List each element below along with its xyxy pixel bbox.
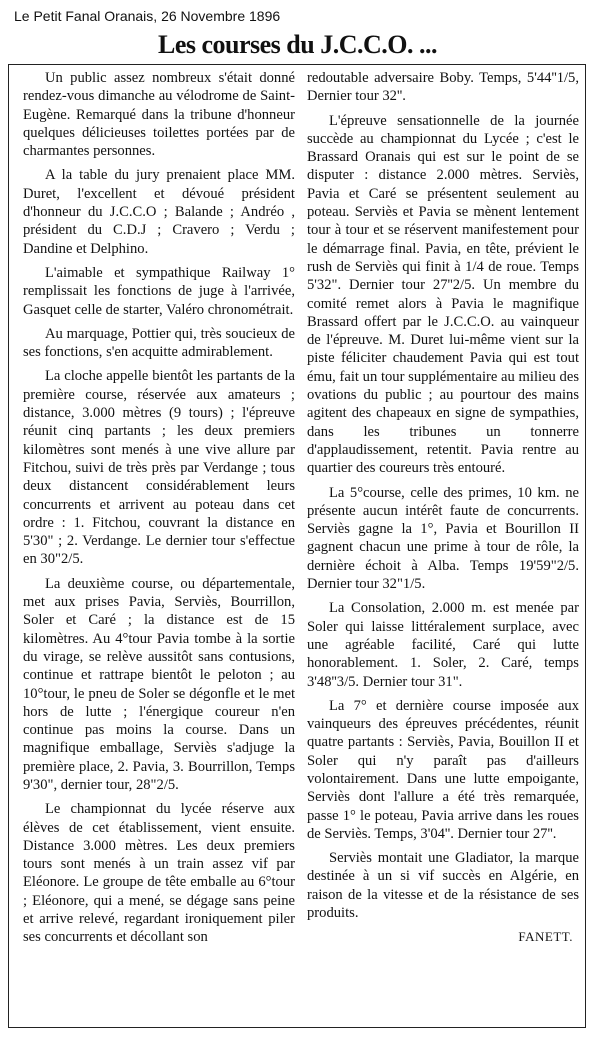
right-column bbox=[307, 69, 579, 947]
paragraph: L'épreuve sensationnelle de la journée succède au championnat du Lycée ; c'est le Brassard Oranais qui est sur le point de se disputer : distance 2.000 mètres. Serviès, Pavia et Caré se présentent seulement au poteau. Serviès et Pavia se mènent lentement tour à tour et se réservent manifestement pour le démarrage final. Pavia, en tête, prévient le rush de Serviès qui finit à 1/4 de roue. Temps 5'32". Dernier tour 27''2/5. Un membre du comité remet alors à Pavia le magnifique Brassard offert par le J.C.C.O. au vainqueur de l'épreuve. M. Duret lui-même vient sur la piste féliciter chaudement Pavia qui est tout ému, fait un tour supplémentaire au milieu des ovations du public ; au pourtour des mains agitent des chapeaux en signe de sympathies, dans les tribunes un tonnerre d'applaudissement, retentit. Pavia rentre au quartier des coureurs très entouré. bbox=[307, 112, 579, 477]
paragraph: Le championnat du lycée réserve aux élèves de cet établissement, vient ensuite. Distance 3.000 mètres. Les deux premiers tours sont menés à un train assez vif par Eléonore. Le groupe de tête emballe au 6°tour ; Eléonore, qui a mené, se dégage sans peine et arrive relevé, regardant ironiquement piler ses concurrents et décollant son bbox=[23, 801, 295, 946]
left-column bbox=[23, 69, 295, 953]
paragraph: La 5°course, celle des primes, 10 km. ne présente aucun intérêt faute de concurrents. Serviès gagne la 1°, Pavia et Bourillon II gagnent chacun une prime à tour de rôle, la dernière échoit à Alba. Temps 19'59"2/5. Dernier tour 32"1/5. bbox=[307, 484, 579, 593]
paragraph-continuation: redoutable adversaire Boby. Temps, 5'44''1/5, Dernier tour 32''. bbox=[307, 70, 579, 105]
publication-source-line: Le Petit Fanal Oranais, 26 Novembre 1896 bbox=[14, 8, 281, 24]
paragraph: A la table du jury prenaient place MM. Duret, l'excellent et dévoué président d'honneur du J.C.C.O ; Balande ; Andréo , président du C.D.J ; Cravero ; Verdu ; Dandine et Delphino. bbox=[23, 167, 295, 257]
article-box bbox=[8, 64, 586, 1028]
paragraph: L'aimable et sympathique Railway 1° remplissait les fonctions de juge à l'arrivée, Gasquet celle de starter, Valéro chronométrait. bbox=[23, 264, 295, 318]
paragraph: Au marquage, Pottier qui, très soucieux de ses fonctions, s'en acquitte admirablement. bbox=[23, 325, 295, 361]
paragraph: La 7° et dernière course imposée aux vainqueurs des épreuves précédentes, réunit quatre partants : Serviès, Pavia, Bouillon II et Soler qui n'y paraît pas d'ailleurs volontairement. Dans une lutte empoigante, Serviès dont l'allure a été très remarquée, passe 1° le poteau, Pavia arrive dans les roues de Serviès. Temps, 3'04''. Dernier tour 27''. bbox=[307, 697, 579, 842]
article-title: Les courses du J.C.C.O. ... bbox=[157, 30, 437, 59]
paragraph: La Consolation, 2.000 m. est menée par Soler qui laisse littéralement surplace, avec une agréable facilité, Caré qui lutte honorablement. 1. Soler, 2. Caré, temps 3'48''3/5. Dernier tour 31". bbox=[307, 600, 579, 690]
paragraph: La cloche appelle bientôt les partants de la première course, réservée aux amateurs ; distance, 3.000 mètres (9 tours) ; l'épreuve réunit cinq partants ; les deux premiers kilomètres sont menés à une vive allure par Fitchou, suivi de très près par Verdange ; tous deux distancent considérablement leurs concurrents et arrivent au poteau dans cet ordre : 1. Fitchou, couvrant la distance en 5'30" ; 2. Verdange. Le dernier tour s'effectue en 30"2/5. bbox=[23, 368, 295, 568]
paragraph: Serviès montait une Gladiator, la marque destinée à un si vif succès en Algérie, en raison de la vitesse et de la résistance de ses produits. bbox=[307, 850, 579, 922]
author-signature: FANETT. bbox=[518, 929, 573, 945]
paragraph: Un public assez nombreux s'était donné rendez-vous dimanche au vélodrome de Saint-Eugène. Remarqué dans la tribune d'honneur quelques délicieuses toilettes portées par de charmantes personnes. bbox=[23, 70, 295, 160]
paragraph: La deuxième course, ou départementale, met aux prises Pavia, Serviès, Bourrillon, Soler et Caré ; la distance est de 15 kilomètres. Au 4°tour Pavia tombe à la sortie du virage, se relève aussitôt sans contusions, continue et rattrape bientôt le peloton ; au 10°tour, le pneu de Soler se dégonfle et le met hors de lutte ; l'énergique coureur n'en continue pas moins la course. Dans un magnifique emballage, Serviès s'adjuge la première place, 2. Pavia, 3. Bourrillon, Temps 9'30", dernier tour, 28"2/5. bbox=[23, 575, 295, 793]
